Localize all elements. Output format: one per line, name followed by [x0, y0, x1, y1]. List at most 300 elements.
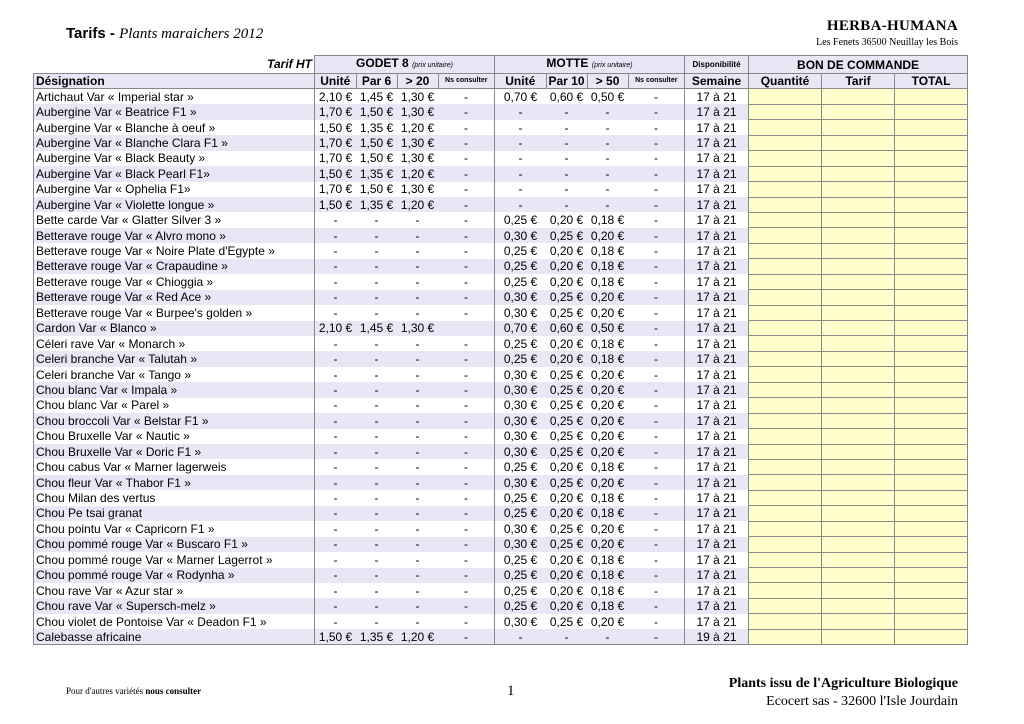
document-title: [66, 25, 263, 43]
motte-ns-consulter: -: [628, 568, 685, 583]
variety-name: Céleri rave Var « Monarch »: [34, 336, 315, 351]
order-quantity-cell[interactable]: [749, 629, 822, 644]
order-tarif-cell[interactable]: [822, 475, 895, 490]
motte-unit-price: -: [495, 182, 547, 197]
motte-ns-consulter: -: [654, 89, 659, 104]
motte-unit-price: 0,25 €: [495, 568, 547, 583]
motte-ns-consulter: -: [628, 598, 685, 613]
order-total-cell[interactable]: [895, 120, 968, 135]
motte-gt50-price: 0,18 €: [587, 568, 628, 583]
motte-unit-price: 0,70 €: [495, 89, 547, 104]
godet-unit-price: -: [315, 413, 357, 428]
godet-ns-consulter: -: [438, 413, 495, 428]
motte-gt50-price: 0,18 €: [587, 506, 628, 521]
col-designation: Désignation: [34, 74, 315, 89]
godet-gt20-price: -: [397, 568, 438, 583]
order-total-cell[interactable]: [895, 459, 968, 474]
godet-par6-price: 1,35 €: [356, 629, 397, 644]
motte-ns-consulter: -: [628, 537, 685, 552]
godet-ns-consulter: -: [464, 89, 468, 104]
col-semaine: Semaine: [685, 74, 749, 89]
motte-unit-price: -: [495, 104, 547, 119]
order-quantity-cell[interactable]: [749, 568, 822, 583]
godet-par6-price: 1,35 €: [356, 197, 397, 212]
variety-name: Betterave rouge Var « Noire Plate d'Egypte »: [34, 243, 315, 258]
variety-name: Aubergine Var « Violette longue »: [34, 197, 315, 212]
order-total-cell[interactable]: [895, 212, 968, 227]
table-row: [34, 89, 968, 104]
order-tarif-cell[interactable]: [822, 243, 895, 258]
order-total-cell[interactable]: [895, 321, 968, 336]
order-quantity-cell[interactable]: [749, 413, 822, 428]
table-row: [34, 444, 968, 459]
order-total-cell[interactable]: [895, 598, 968, 613]
order-total-cell[interactable]: [895, 166, 968, 181]
motte-par10-price: 0,25 €: [549, 521, 584, 536]
order-quantity-cell[interactable]: [749, 336, 822, 351]
variety-name: Chou pommé rouge Var « Marner Lagerrot »: [34, 552, 315, 567]
order-quantity-cell[interactable]: [749, 305, 822, 320]
motte-unit-price: -: [495, 197, 547, 212]
godet-ns-consulter: -: [464, 552, 468, 567]
order-tarif-cell[interactable]: [822, 274, 895, 289]
availability-weeks: 17 à 21: [685, 614, 749, 629]
order-total-cell[interactable]: [895, 398, 968, 413]
godet-gt20-price: -: [415, 367, 420, 382]
order-tarif-cell[interactable]: [822, 537, 895, 552]
availability-weeks: 17 à 21: [685, 120, 749, 135]
order-quantity-cell[interactable]: [749, 583, 822, 598]
godet-ns-consulter: -: [438, 382, 495, 397]
order-quantity-cell[interactable]: [749, 182, 822, 197]
godet-par6-price: -: [356, 413, 397, 428]
order-quantity-cell[interactable]: [749, 490, 822, 505]
motte-ns-consulter: -: [654, 491, 659, 506]
order-quantity-cell[interactable]: [749, 429, 822, 444]
order-tarif-cell[interactable]: [822, 166, 895, 181]
motte-unit-price: 0,25 €: [495, 336, 547, 351]
order-total-cell[interactable]: [895, 413, 968, 428]
title-italic: Plants maraichers 2012: [119, 26, 264, 42]
godet-par6-price: 1,50 €: [359, 151, 394, 166]
order-quantity-cell[interactable]: [749, 135, 822, 150]
table-row: [34, 151, 968, 166]
certification-block: [729, 676, 958, 710]
footer-note: [66, 686, 201, 696]
motte-unit-price: 0,30 €: [495, 413, 547, 428]
order-tarif-cell[interactable]: [822, 629, 895, 644]
table-row: [34, 537, 968, 552]
certification-line-1: Plants issu de l'Agriculture Biologique: [728, 676, 958, 691]
variety-name: Artichaut Var « Imperial star »: [34, 89, 315, 104]
bon-de-commande-header: BON DE COMMANDE: [749, 56, 968, 74]
motte-unit-price: 0,25 €: [495, 243, 547, 258]
motte-par10-price: -: [546, 197, 587, 212]
godet-ns-consulter: -: [464, 336, 468, 351]
motte-gt50-price: -: [587, 104, 628, 119]
order-tarif-cell[interactable]: [822, 351, 895, 366]
godet-ns-consulter: -: [438, 351, 495, 366]
godet-par6-price: 1,50 €: [356, 135, 397, 150]
order-quantity-cell[interactable]: [749, 367, 822, 382]
disponibilite-header: Disponibilité: [685, 56, 749, 74]
order-tarif-cell[interactable]: [822, 614, 895, 629]
order-tarif-cell[interactable]: [822, 321, 895, 336]
order-total-cell[interactable]: [895, 259, 968, 274]
order-total-cell[interactable]: [895, 182, 968, 197]
order-quantity-cell[interactable]: [749, 259, 822, 274]
order-quantity-cell[interactable]: [749, 521, 822, 536]
order-quantity-cell[interactable]: [749, 321, 822, 336]
godet-unit-price: 2,10 €: [315, 89, 357, 104]
motte-unit-price: 0,30 €: [495, 537, 547, 552]
godet-unit-price: -: [315, 228, 357, 243]
motte-gt50-price: 0,18 €: [590, 552, 625, 567]
godet-gt20-price: -: [415, 336, 420, 351]
order-quantity-cell[interactable]: [749, 120, 822, 135]
table-row: [34, 321, 968, 336]
order-quantity-cell[interactable]: [749, 475, 822, 490]
motte-unit-price: 0,30 €: [495, 475, 547, 490]
order-tarif-cell[interactable]: [822, 459, 895, 474]
order-tarif-cell[interactable]: [822, 583, 895, 598]
godet-par6-price: -: [356, 259, 397, 274]
motte-ns-consulter: -: [628, 290, 685, 305]
order-tarif-cell[interactable]: [822, 151, 895, 166]
godet-par6-price: -: [356, 568, 397, 583]
motte-gt50-price: 0,20 €: [587, 290, 628, 305]
variety-name: Chou blanc Var « Parel »: [34, 398, 315, 413]
motte-gt50-price: -: [605, 151, 610, 166]
godet-ns-consulter: -: [464, 521, 468, 536]
order-tarif-cell[interactable]: [822, 568, 895, 583]
order-quantity-cell[interactable]: [749, 382, 822, 397]
order-total-cell[interactable]: [895, 228, 968, 243]
godet-gt20-price: -: [397, 444, 438, 459]
order-quantity-cell[interactable]: [749, 598, 822, 613]
motte-ns-consulter: -: [654, 182, 659, 197]
order-total-cell[interactable]: [895, 490, 968, 505]
motte-par10-price: 0,25 €: [549, 614, 584, 629]
order-total-cell[interactable]: [895, 89, 968, 104]
order-tarif-cell[interactable]: [822, 120, 895, 135]
order-tarif-cell[interactable]: [822, 182, 895, 197]
motte-par10-price: 0,20 €: [549, 491, 584, 506]
motte-par10-price: 0,20 €: [546, 506, 587, 521]
motte-gt50-price: 0,20 €: [587, 475, 628, 490]
motte-unit-price: -: [495, 120, 547, 135]
motte-unit-price: 0,30 €: [495, 382, 547, 397]
motte-par10-price: 0,20 €: [549, 552, 584, 567]
order-tarif-cell[interactable]: [822, 290, 895, 305]
order-total-cell[interactable]: [895, 197, 968, 212]
motte-gt50-price: 0,20 €: [587, 444, 628, 459]
availability-weeks: 17 à 21: [685, 382, 749, 397]
order-quantity-cell[interactable]: [749, 552, 822, 567]
order-total-cell[interactable]: [895, 429, 968, 444]
col-motte-par10: Par 10: [546, 74, 587, 89]
order-total-cell[interactable]: [895, 305, 968, 320]
availability-weeks: 17 à 21: [685, 104, 749, 119]
motte-unit-price: 0,25 €: [495, 274, 547, 289]
motte-ns-consulter: -: [654, 120, 659, 135]
motte-par10-price: 0,25 €: [549, 429, 584, 444]
variety-name: Aubergine Var « Black Pearl F1»: [34, 166, 315, 181]
godet-unit-price: -: [315, 367, 357, 382]
order-tarif-cell[interactable]: [822, 212, 895, 227]
motte-par10-price: 0,20 €: [549, 460, 584, 475]
godet-ns-consulter: -: [438, 568, 495, 583]
motte-gt50-price: 0,20 €: [590, 367, 625, 382]
motte-ns-consulter: -: [628, 382, 685, 397]
motte-ns-consulter: -: [654, 429, 659, 444]
motte-par10-price: 0,25 €: [546, 475, 587, 490]
availability-weeks: 17 à 21: [685, 398, 749, 413]
godet-unit-price: -: [315, 459, 357, 474]
order-tarif-cell[interactable]: [822, 89, 895, 104]
godet-gt20-price: -: [397, 290, 438, 305]
order-total-cell[interactable]: [895, 568, 968, 583]
order-quantity-cell[interactable]: [749, 104, 822, 119]
order-tarif-cell[interactable]: [822, 382, 895, 397]
order-quantity-cell[interactable]: [749, 398, 822, 413]
table-row: [34, 475, 968, 490]
variety-name: Chou Pe tsai granat: [34, 506, 315, 521]
order-tarif-cell[interactable]: [822, 104, 895, 119]
order-tarif-cell[interactable]: [822, 398, 895, 413]
certification-line-2: Ecocert sas - 32600 l'Isle Jourdain: [766, 694, 958, 709]
motte-unit-price: 0,30 €: [495, 305, 547, 320]
godet-ns-consulter: -: [438, 475, 495, 490]
godet-unit-price: 1,70 €: [315, 135, 357, 150]
availability-weeks: 17 à 21: [685, 444, 749, 459]
table-row: [34, 568, 968, 583]
godet-gt20-price: -: [415, 460, 420, 475]
motte-par10-price: 0,20 €: [549, 583, 584, 598]
order-quantity-cell[interactable]: [749, 351, 822, 366]
godet-unit-price: -: [315, 243, 357, 258]
motte-unit-price: 0,30 €: [495, 521, 547, 536]
godet-gt20-price: 1,30 €: [400, 182, 435, 197]
order-tarif-cell[interactable]: [822, 552, 895, 567]
godet-par6-price: -: [374, 336, 379, 351]
godet-group-header: [315, 56, 495, 74]
godet-ns-consulter: -: [438, 629, 495, 644]
order-tarif-cell[interactable]: [822, 429, 895, 444]
motte-par10-price: 0,25 €: [549, 398, 584, 413]
godet-unit-price: 1,50 €: [315, 629, 357, 644]
order-total-cell[interactable]: [895, 506, 968, 521]
order-total-cell[interactable]: [895, 583, 968, 598]
order-total-cell[interactable]: [895, 290, 968, 305]
order-total-cell[interactable]: [895, 135, 968, 150]
motte-ns-consulter: -: [654, 274, 659, 289]
order-quantity-cell[interactable]: [749, 290, 822, 305]
variety-name: Betterave rouge Var « Crapaudine »: [34, 259, 315, 274]
motte-ns-consulter: -: [628, 104, 685, 119]
col-motte-gt50: > 50: [587, 74, 628, 89]
motte-unit-price: -: [495, 166, 547, 181]
availability-weeks: 17 à 21: [685, 521, 749, 536]
order-quantity-cell[interactable]: [749, 166, 822, 181]
variety-name: Chou violet de Pontoise Var « Deadon F1 »: [34, 614, 315, 629]
motte-gt50-price: -: [605, 182, 610, 197]
order-total-cell[interactable]: [895, 151, 968, 166]
godet-unit-price: -: [315, 583, 357, 598]
table-row: [34, 104, 968, 119]
order-tarif-cell[interactable]: [822, 228, 895, 243]
godet-unit-price: -: [315, 305, 357, 320]
motte-ns-consulter: -: [654, 244, 659, 259]
motte-ns-consulter: -: [654, 367, 659, 382]
godet-unit-price: -: [315, 336, 357, 351]
godet-ns-consulter: -: [464, 398, 468, 413]
company-address: Les Fenets 36500 Neuillay les Bois: [816, 37, 958, 48]
motte-ns-consulter: -: [628, 413, 685, 428]
motte-unit-price: 0,25 €: [495, 490, 547, 505]
godet-gt20-price: 1,30 €: [397, 135, 438, 150]
motte-gt50-price: 0,18 €: [590, 213, 625, 228]
motte-par10-price: 0,25 €: [546, 228, 587, 243]
order-total-cell[interactable]: [895, 367, 968, 382]
order-quantity-cell[interactable]: [749, 506, 822, 521]
col-tarif: Tarif: [822, 74, 895, 89]
order-tarif-cell[interactable]: [822, 135, 895, 150]
order-tarif-cell[interactable]: [822, 413, 895, 428]
order-quantity-cell[interactable]: [749, 228, 822, 243]
godet-gt20-price: 1,20 €: [397, 197, 438, 212]
godet-par6-price: -: [374, 274, 379, 289]
table-row: [34, 413, 968, 428]
godet-gt20-price: -: [415, 614, 420, 629]
availability-weeks: 17 à 21: [685, 212, 749, 227]
order-total-cell[interactable]: [895, 336, 968, 351]
motte-par10-price: 0,25 €: [549, 367, 584, 382]
variety-name: Aubergine Var « Beatrice F1 »: [34, 104, 315, 119]
godet-par6-price: -: [356, 444, 397, 459]
order-tarif-cell[interactable]: [822, 197, 895, 212]
motte-gt50-price: -: [605, 120, 610, 135]
variety-name: Aubergine Var « Blanche à oeuf »: [34, 120, 315, 135]
motte-ns-consulter: -: [654, 552, 659, 567]
order-tarif-cell[interactable]: [822, 305, 895, 320]
motte-par10-price: 0,25 €: [546, 413, 587, 428]
motte-unit-price: 0,30 €: [495, 290, 547, 305]
availability-weeks: 17 à 21: [685, 321, 749, 336]
variety-name: Chou rave Var « Azur star »: [34, 583, 315, 598]
godet-unit-price: -: [315, 382, 357, 397]
order-tarif-cell[interactable]: [822, 259, 895, 274]
motte-par10-price: 0,20 €: [546, 259, 587, 274]
order-total-cell[interactable]: [895, 444, 968, 459]
variety-name: Aubergine Var « Ophelia F1»: [34, 182, 315, 197]
order-tarif-cell[interactable]: [822, 521, 895, 536]
order-quantity-cell[interactable]: [749, 197, 822, 212]
company-block: [816, 18, 958, 48]
motte-group-header: [495, 56, 685, 74]
order-total-cell[interactable]: [895, 243, 968, 258]
variety-name: Chou pommé rouge Var « Buscaro F1 »: [34, 537, 315, 552]
godet-gt20-price: -: [397, 259, 438, 274]
order-quantity-cell[interactable]: [749, 151, 822, 166]
godet-unit-price: -: [315, 290, 357, 305]
availability-weeks: 17 à 21: [685, 151, 749, 166]
order-total-cell[interactable]: [895, 614, 968, 629]
motte-gt50-price: 0,18 €: [590, 336, 625, 351]
availability-weeks: 19 à 21: [685, 629, 749, 644]
godet-unit-price: -: [315, 274, 357, 289]
godet-ns-consulter: -: [464, 460, 468, 475]
godet-gt20-price: -: [415, 521, 420, 536]
variety-name: Aubergine Var « Blanche Clara F1 »: [34, 135, 315, 150]
table-row: [34, 367, 968, 382]
variety-name: Chou rave Var « Supersch-melz »: [34, 598, 315, 613]
motte-par10-price: 0,25 €: [549, 305, 584, 320]
order-total-cell[interactable]: [895, 382, 968, 397]
motte-gt50-price: 0,20 €: [590, 614, 625, 629]
motte-gt50-price: -: [587, 166, 628, 181]
variety-name: Chou fleur Var « Thabor F1 »: [34, 475, 315, 490]
motte-par10-price: 0,20 €: [546, 568, 587, 583]
order-tarif-cell[interactable]: [822, 336, 895, 351]
motte-par10-price: 0,25 €: [546, 537, 587, 552]
order-total-cell[interactable]: [895, 521, 968, 536]
godet-unit-price: -: [315, 552, 357, 567]
order-total-cell[interactable]: [895, 537, 968, 552]
godet-gt20-price: -: [397, 506, 438, 521]
godet-ns-consulter: -: [464, 120, 468, 135]
order-tarif-cell[interactable]: [822, 444, 895, 459]
motte-ns-consulter: -: [654, 398, 659, 413]
motte-par10-price: 0,25 €: [546, 382, 587, 397]
order-quantity-cell[interactable]: [749, 243, 822, 258]
page-number: 1: [507, 683, 515, 699]
order-total-cell[interactable]: [895, 104, 968, 119]
order-tarif-cell[interactable]: [822, 506, 895, 521]
table-row: [34, 506, 968, 521]
godet-gt20-price: -: [415, 305, 420, 320]
order-quantity-cell[interactable]: [749, 459, 822, 474]
godet-gt20-price: -: [397, 382, 438, 397]
order-tarif-cell[interactable]: [822, 598, 895, 613]
order-total-cell[interactable]: [895, 629, 968, 644]
order-quantity-cell[interactable]: [749, 537, 822, 552]
order-total-cell[interactable]: [895, 552, 968, 567]
order-quantity-cell[interactable]: [749, 89, 822, 104]
order-quantity-cell[interactable]: [749, 274, 822, 289]
motte-ns-consulter: -: [628, 475, 685, 490]
order-total-cell[interactable]: [895, 351, 968, 366]
godet-ns-consulter: -: [464, 583, 468, 598]
motte-ns-consulter: -: [628, 321, 685, 336]
order-tarif-cell[interactable]: [822, 367, 895, 382]
motte-unit-price: 0,70 €: [495, 321, 547, 336]
motte-ns-consulter: -: [628, 197, 685, 212]
order-tarif-cell[interactable]: [822, 490, 895, 505]
order-total-cell[interactable]: [895, 475, 968, 490]
table-row: [34, 490, 968, 505]
motte-gt50-price: 0,18 €: [590, 491, 625, 506]
order-quantity-cell[interactable]: [749, 444, 822, 459]
motte-gt50-price: -: [587, 197, 628, 212]
order-total-cell[interactable]: [895, 274, 968, 289]
order-quantity-cell[interactable]: [749, 614, 822, 629]
order-quantity-cell[interactable]: [749, 212, 822, 227]
col-godet-ns: Ns consulter: [438, 74, 495, 89]
col-godet-gt20: > 20: [397, 74, 438, 89]
table-row: [34, 212, 968, 227]
motte-par10-price: 0,60 €: [549, 89, 584, 104]
